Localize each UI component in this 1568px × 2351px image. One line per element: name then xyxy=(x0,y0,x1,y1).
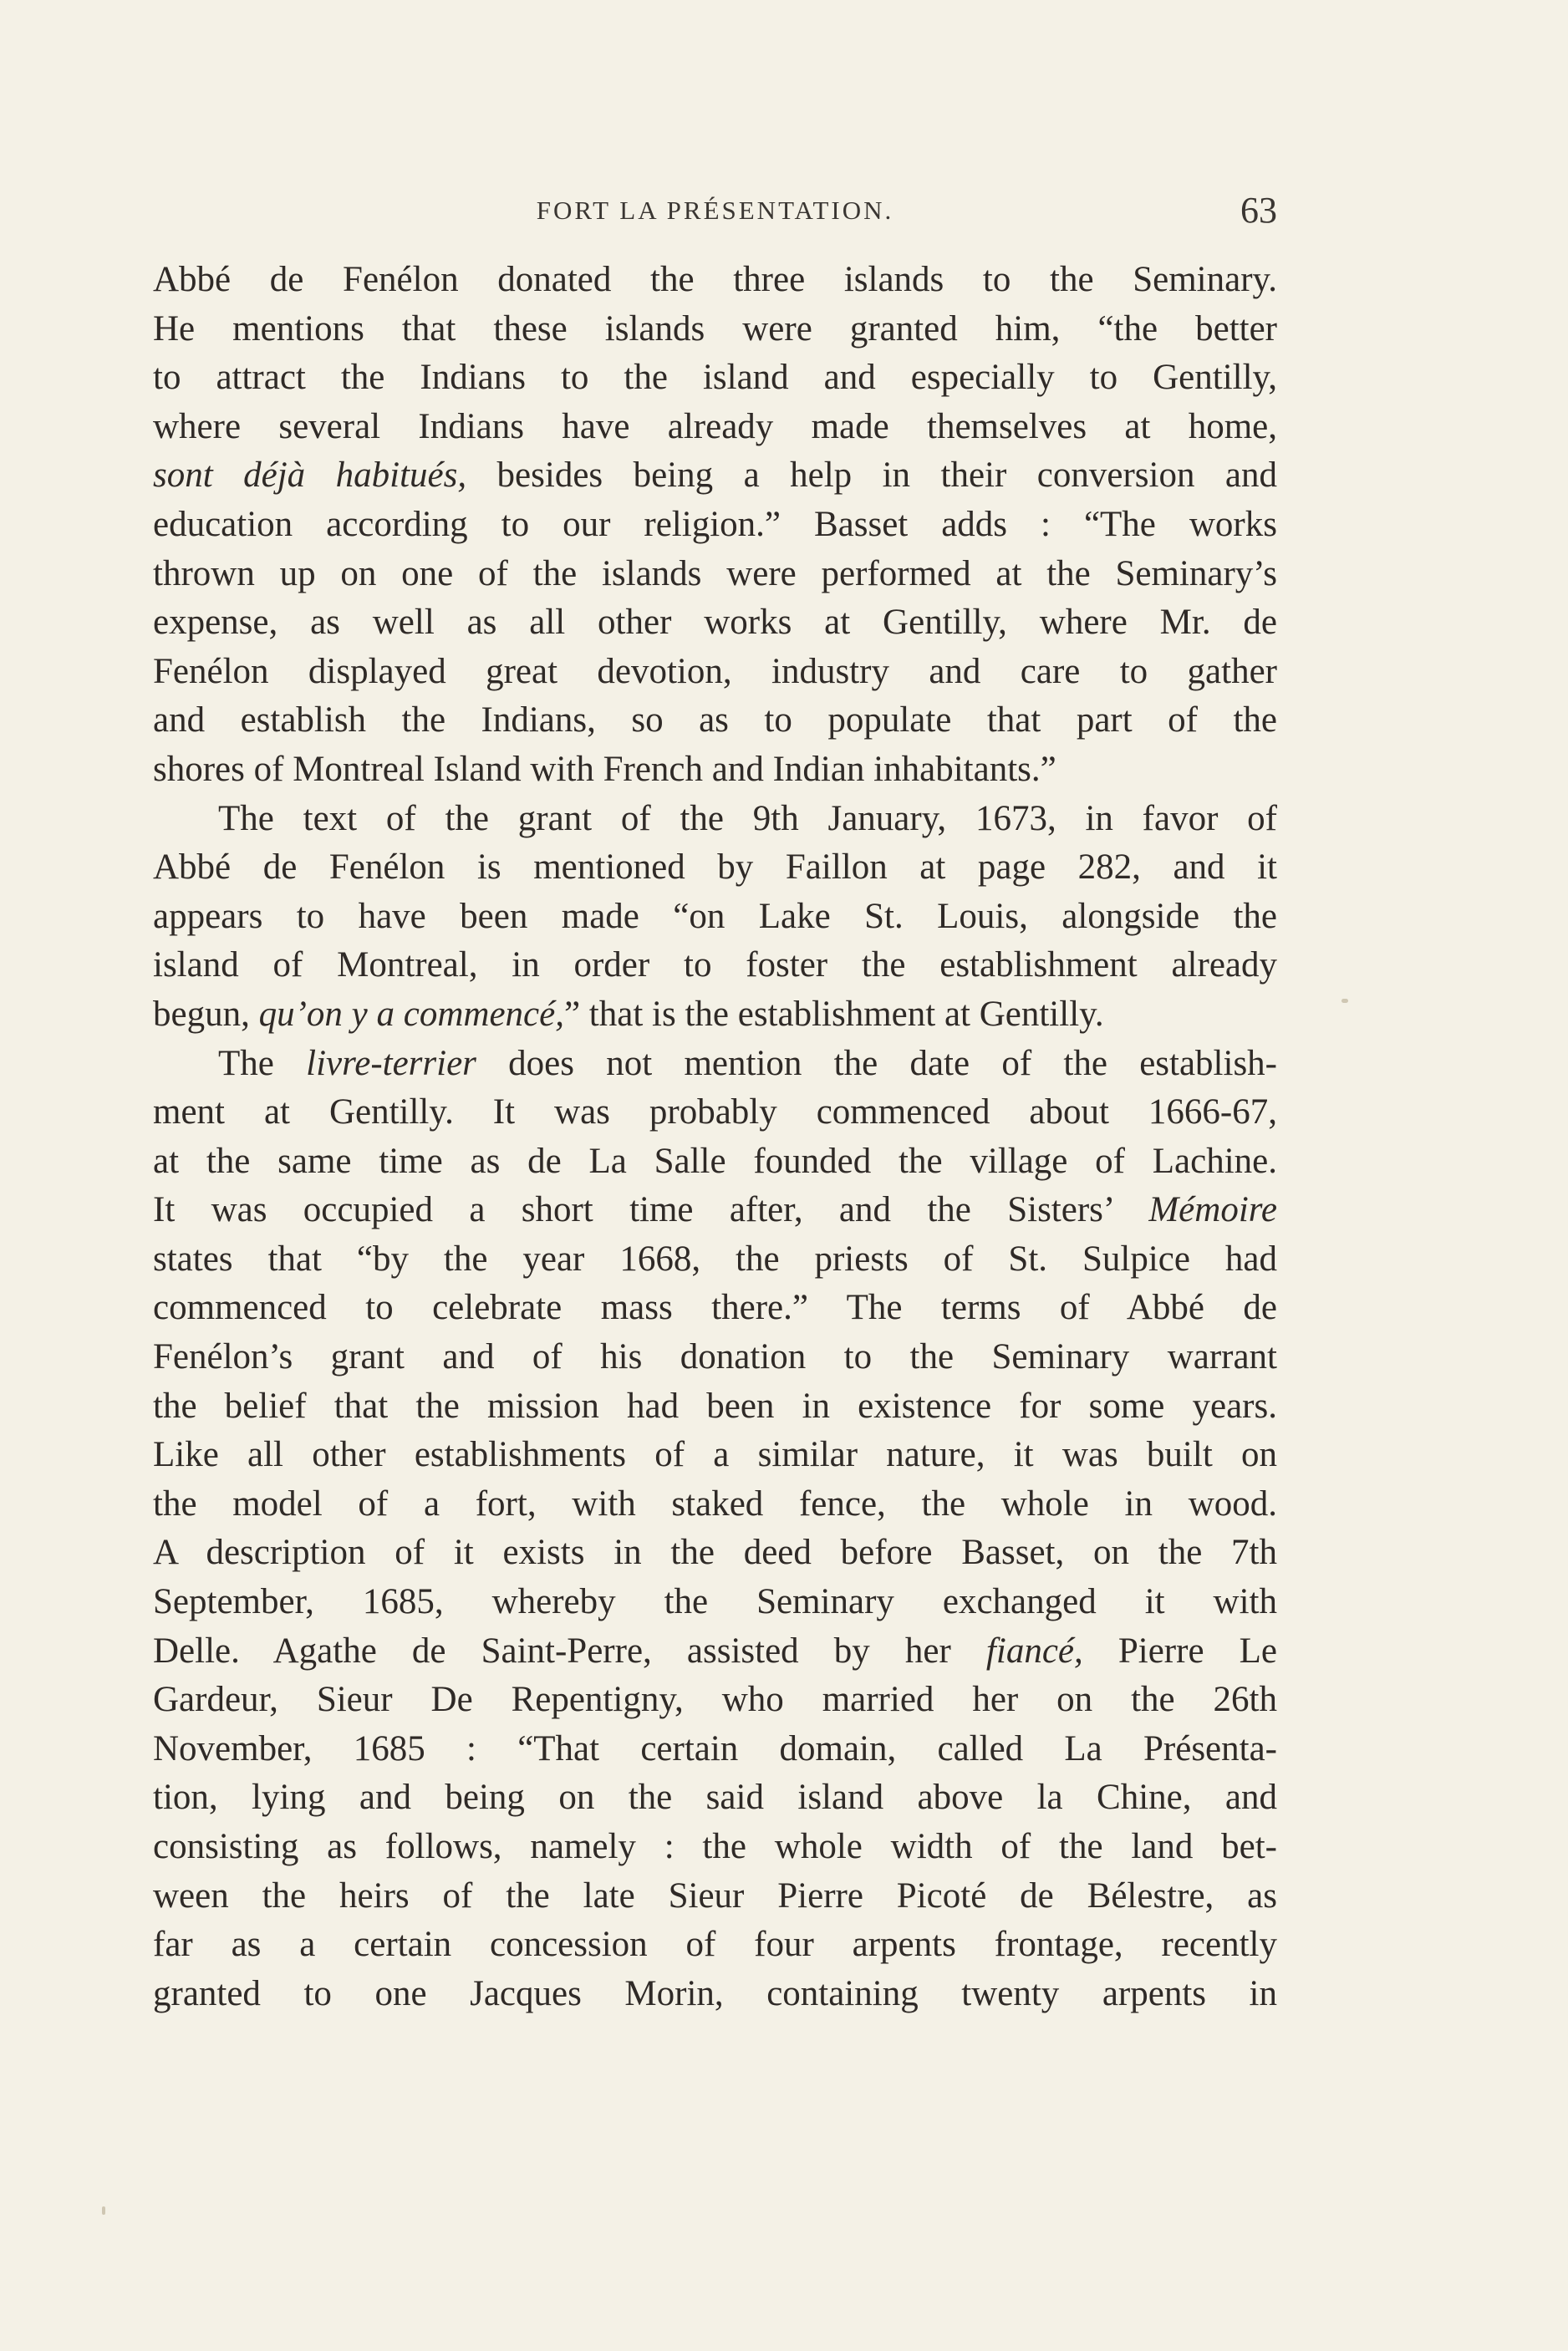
text-line: tion, lying and being on the said island above la Chine, and xyxy=(153,1778,1277,1818)
text-line: Abbé de Fenélon donated the three islands to the Seminary. xyxy=(153,260,1277,299)
italic-phrase: sont déjà habitués, xyxy=(153,455,467,496)
text-line: states that “by the year 1668, the priests of St. Sulpice had xyxy=(153,1239,1277,1279)
text-line: begun, qu’on y a commencé,” that is the establishment at Gentilly. xyxy=(153,994,1104,1034)
italic-phrase: Mémoire xyxy=(1148,1190,1277,1230)
text-line: thrown up on one of the islands were performed at the Seminary’s xyxy=(153,553,1277,593)
text-line: the belief that the mission had been in existence for some years. xyxy=(153,1386,1277,1426)
text-line: He mentions that these islands were granted him, “the better xyxy=(153,308,1277,349)
text-line: November, 1685 : “That certain domain, called La Présenta- xyxy=(153,1728,1277,1768)
text-line: granted to one Jacques Morin, containing twenty arpents in xyxy=(153,1973,1277,2013)
text-line: and establish the Indians, so as to populate that part of the xyxy=(153,700,1277,740)
text-line: It was occupied a short time after, and the Sisters’ Mémoire xyxy=(153,1190,1277,1230)
paper-speck xyxy=(102,2206,105,2215)
text-line: where several Indians have already made themselves at home, xyxy=(153,406,1277,446)
body-text xyxy=(153,256,1277,2018)
text-line: consisting as follows, namely : the whole width of the land bet- xyxy=(153,1827,1277,1866)
text-line: Delle. Agathe de Saint-Perre, assisted by her fiancé, Pierre Le xyxy=(153,1631,1278,1671)
text-line: Abbé de Fenélon is mentioned by Faillon at page 282, and it xyxy=(153,847,1277,888)
italic-phrase: livre-terrier xyxy=(306,1043,476,1083)
text-line: The text of the grant of the 9th January, 1673, in favor of xyxy=(218,798,1277,838)
text-line: sont déjà habitués, besides being a help in their conversion and xyxy=(153,455,1277,496)
text-line: ment at Gentilly. It was probably commenced about 1666-67, xyxy=(153,1092,1277,1132)
text-line: The livre-terrier does not mention the date of the establish- xyxy=(218,1043,1277,1083)
text-line: shores of Montreal Island with French and Indian inhabitants.” xyxy=(153,749,1056,789)
text-line: to attract the Indians to the island and especially to Gentilly, xyxy=(153,358,1277,398)
text-line: September, 1685, whereby the Seminary exchanged it with xyxy=(153,1582,1277,1622)
running-head: FORT LA PRÉSENTATION. xyxy=(536,196,894,225)
page-number: 63 xyxy=(1240,190,1277,231)
text-line: at the same time as de La Salle founded the village of Lachine. xyxy=(153,1141,1277,1181)
text-line: expense, as well as all other works at Gentilly, where Mr. de xyxy=(153,603,1277,643)
text-line: island of Montreal, in order to foster the establishment already xyxy=(153,945,1277,985)
paper-speck xyxy=(1341,999,1348,1003)
text-line: A description of it exists in the deed before Basset, on the 7th xyxy=(153,1533,1277,1573)
italic-phrase: qu’on y a commencé, xyxy=(258,994,564,1034)
text-line: the model of a fort, with staked fence, the whole in wood. xyxy=(153,1483,1277,1524)
text-line: Gardeur, Sieur De Repentigny, who married her on the 26th xyxy=(153,1680,1277,1720)
text-line: Like all other establishments of a similar nature, it was built on xyxy=(153,1435,1277,1475)
text-line: Fenélon displayed great devotion, industry and care to gather xyxy=(153,651,1277,691)
italic-phrase: fiancé, xyxy=(985,1631,1083,1671)
text-line: commenced to celebrate mass there.” The terms of Abbé de xyxy=(153,1288,1277,1328)
text-line: appears to have been made “on Lake St. Louis, alongside the xyxy=(153,896,1277,936)
text-line: Fenélon’s grant and of his donation to the Seminary warrant xyxy=(153,1337,1277,1377)
text-line: ween the heirs of the late Sieur Pierre Picoté de Bélestre, as xyxy=(153,1875,1277,1916)
text-line: education according to our religion.” Basset adds : “The works xyxy=(153,504,1277,544)
text-line: far as a certain concession of four arpents frontage, recently xyxy=(153,1925,1277,1965)
page-header xyxy=(153,189,1277,239)
